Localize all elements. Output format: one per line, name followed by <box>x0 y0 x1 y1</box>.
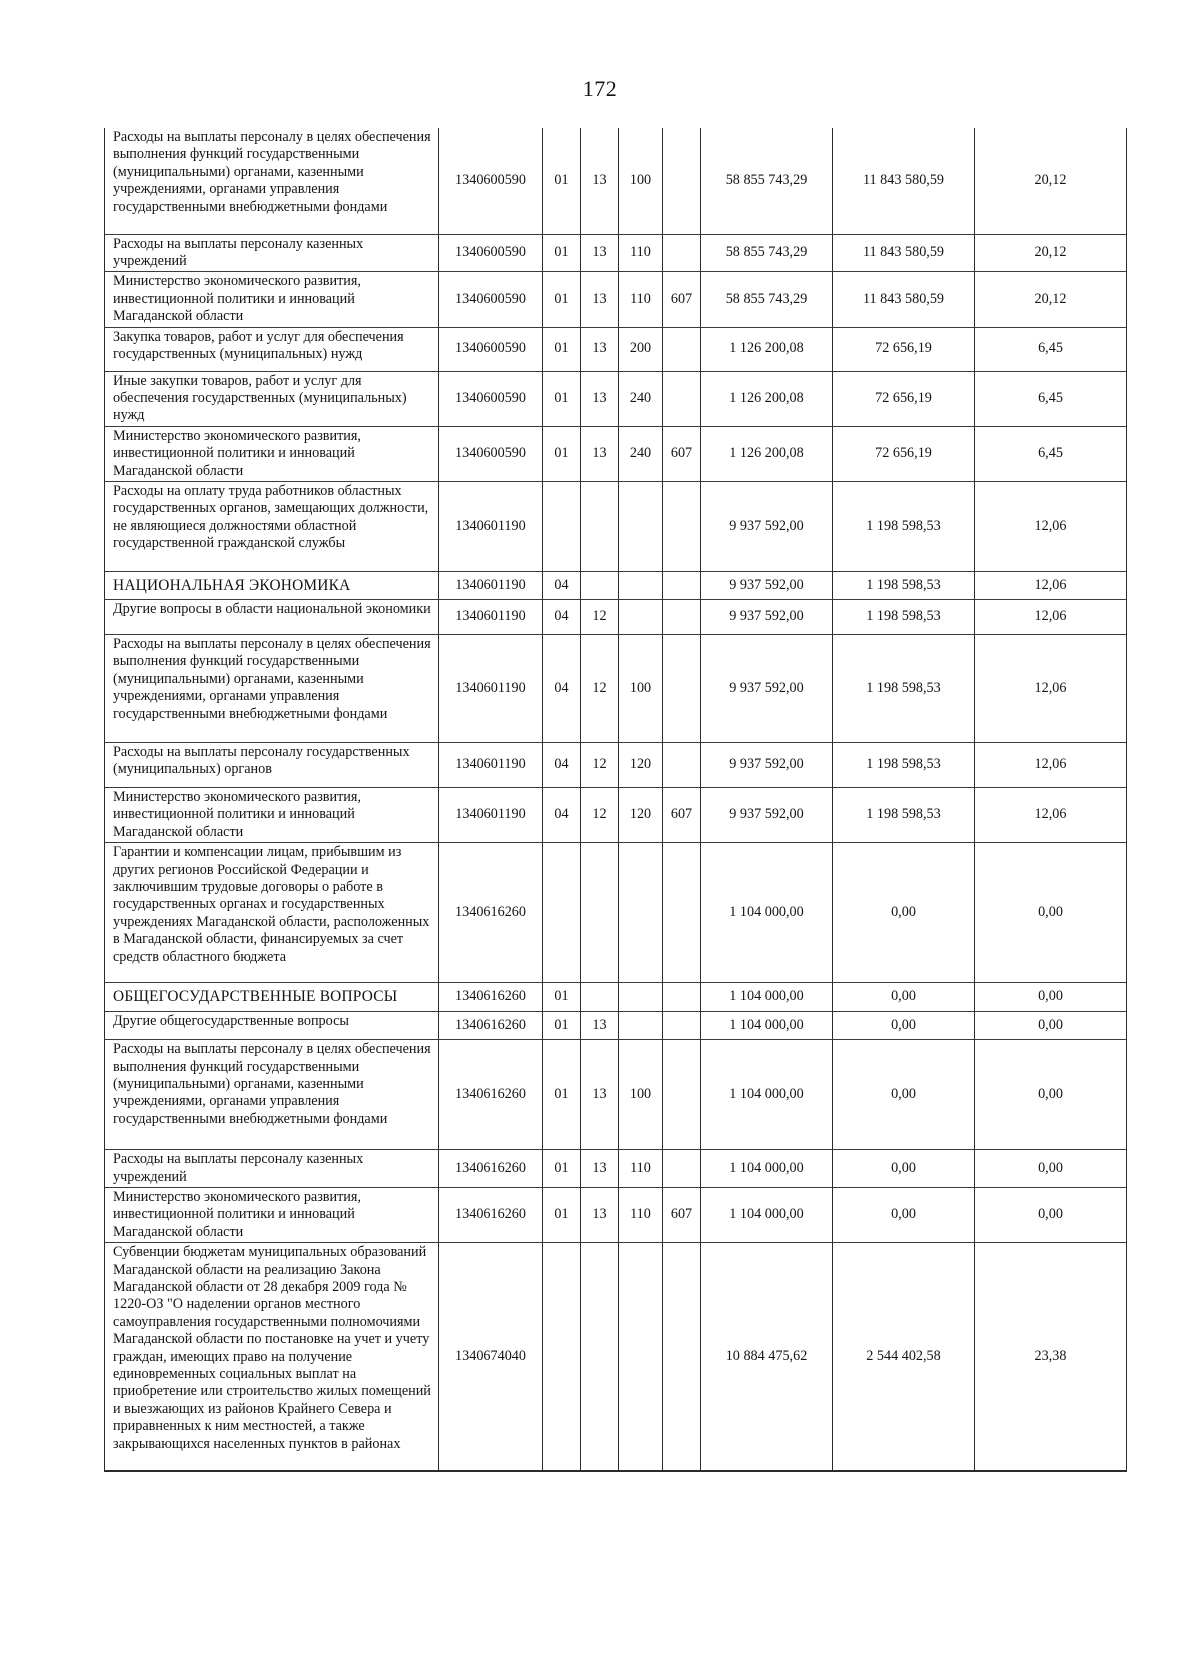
cell-executed-amount: 2 544 402,58 <box>833 1243 975 1471</box>
cell-executed-amount: 72 656,19 <box>833 371 975 426</box>
cell-execution-percent: 20,12 <box>975 128 1127 234</box>
cell-expense-type: 120 <box>619 787 663 842</box>
cell-target-article: 1340600590 <box>439 426 543 481</box>
cell-executed-amount: 11 843 580,59 <box>833 234 975 272</box>
cell-executed-amount: 1 198 598,53 <box>833 599 975 634</box>
cell-name: Расходы на выплаты персоналу в целях обеспечения выполнения функций государственными (муниципальными) органами, казенными учреждениями, органами управления государственными внебюджетными фондами <box>105 634 439 742</box>
cell-name: ОБЩЕГОСУДАРСТВЕННЫЕ ВОПРОСЫ <box>105 983 439 1012</box>
cell-planned-amount: 9 937 592,00 <box>701 634 833 742</box>
cell-name: Расходы на выплаты персоналу в целях обеспечения выполнения функций государственными (муниципальными) органами, казенными учреждениями, органами управления государственными внебюджетными фондами <box>105 1040 439 1150</box>
cell-subsection: 13 <box>581 426 619 481</box>
cell-name: НАЦИОНАЛЬНАЯ ЭКОНОМИКА <box>105 571 439 599</box>
cell-chief-administrator <box>663 327 701 371</box>
cell-execution-percent: 0,00 <box>975 1188 1127 1243</box>
cell-execution-percent: 12,06 <box>975 571 1127 599</box>
cell-chief-administrator: 607 <box>663 426 701 481</box>
cell-target-article: 1340601190 <box>439 599 543 634</box>
cell-section: 01 <box>543 272 581 327</box>
cell-executed-amount: 0,00 <box>833 1150 975 1188</box>
table-row <box>105 599 1127 634</box>
table-row <box>105 481 1127 571</box>
cell-subsection: 13 <box>581 1012 619 1040</box>
cell-expense-type <box>619 843 663 983</box>
cell-planned-amount: 10 884 475,62 <box>701 1243 833 1471</box>
cell-expense-type: 240 <box>619 371 663 426</box>
cell-execution-percent: 0,00 <box>975 1040 1127 1150</box>
cell-executed-amount: 11 843 580,59 <box>833 272 975 327</box>
cell-execution-percent: 6,45 <box>975 426 1127 481</box>
cell-subsection: 13 <box>581 371 619 426</box>
cell-chief-administrator <box>663 234 701 272</box>
cell-execution-percent: 12,06 <box>975 599 1127 634</box>
cell-target-article: 1340616260 <box>439 1012 543 1040</box>
table-row <box>105 1243 1127 1471</box>
cell-planned-amount: 9 937 592,00 <box>701 787 833 842</box>
cell-name: Расходы на выплаты персоналу в целях обеспечения выполнения функций государственными (муниципальными) органами, казенными учреждениями, органами управления государственными внебюджетными фондами <box>105 128 439 234</box>
cell-subsection: 13 <box>581 272 619 327</box>
cell-planned-amount: 58 855 743,29 <box>701 128 833 234</box>
cell-target-article: 1340616260 <box>439 983 543 1012</box>
table-row <box>105 983 1127 1012</box>
cell-subsection: 13 <box>581 1040 619 1150</box>
cell-target-article: 1340616260 <box>439 1150 543 1188</box>
cell-section: 01 <box>543 128 581 234</box>
cell-target-article: 1340616260 <box>439 843 543 983</box>
cell-planned-amount: 1 104 000,00 <box>701 1150 833 1188</box>
cell-execution-percent: 0,00 <box>975 843 1127 983</box>
cell-planned-amount: 1 126 200,08 <box>701 426 833 481</box>
cell-section: 01 <box>543 234 581 272</box>
cell-chief-administrator <box>663 1040 701 1150</box>
cell-executed-amount: 1 198 598,53 <box>833 742 975 787</box>
cell-name: Расходы на выплаты персоналу государственных (муниципальных) органов <box>105 742 439 787</box>
cell-target-article: 1340674040 <box>439 1243 543 1471</box>
cell-expense-type: 110 <box>619 234 663 272</box>
cell-name: Другие общегосударственные вопросы <box>105 1012 439 1040</box>
cell-expense-type: 120 <box>619 742 663 787</box>
cell-planned-amount: 1 104 000,00 <box>701 1012 833 1040</box>
cell-chief-administrator <box>663 742 701 787</box>
cell-section <box>543 843 581 983</box>
cell-executed-amount: 1 198 598,53 <box>833 481 975 571</box>
cell-chief-administrator: 607 <box>663 1188 701 1243</box>
table-row <box>105 787 1127 842</box>
cell-target-article: 1340601190 <box>439 787 543 842</box>
cell-expense-type: 200 <box>619 327 663 371</box>
cell-name: Расходы на выплаты персоналу казенных учреждений <box>105 1150 439 1188</box>
cell-target-article: 1340601190 <box>439 481 543 571</box>
cell-target-article: 1340600590 <box>439 371 543 426</box>
cell-target-article: 1340600590 <box>439 327 543 371</box>
cell-subsection: 12 <box>581 634 619 742</box>
table-row <box>105 371 1127 426</box>
cell-expense-type <box>619 983 663 1012</box>
cell-executed-amount: 1 198 598,53 <box>833 787 975 842</box>
cell-section: 01 <box>543 1040 581 1150</box>
table-row <box>105 742 1127 787</box>
cell-subsection <box>581 481 619 571</box>
cell-name: Гарантии и компенсации лицам, прибывшим из других регионов Российской Федерации и заключившим трудовые договоры о работе в государственных органах и государственных учреждениях Магаданской области, расположенных в Магаданской области, финансируемых за счет средств областного бюджета <box>105 843 439 983</box>
cell-expense-type: 100 <box>619 128 663 234</box>
budget-table <box>104 128 1127 1472</box>
cell-section: 01 <box>543 1012 581 1040</box>
cell-execution-percent: 12,06 <box>975 742 1127 787</box>
cell-planned-amount: 1 104 000,00 <box>701 843 833 983</box>
cell-section: 01 <box>543 1188 581 1243</box>
table-row <box>105 1188 1127 1243</box>
cell-execution-percent: 0,00 <box>975 983 1127 1012</box>
cell-executed-amount: 0,00 <box>833 1012 975 1040</box>
cell-executed-amount: 1 198 598,53 <box>833 571 975 599</box>
cell-chief-administrator <box>663 843 701 983</box>
cell-subsection <box>581 983 619 1012</box>
cell-executed-amount: 0,00 <box>833 983 975 1012</box>
cell-chief-administrator <box>663 983 701 1012</box>
cell-target-article: 1340616260 <box>439 1188 543 1243</box>
cell-expense-type <box>619 481 663 571</box>
cell-subsection: 13 <box>581 128 619 234</box>
cell-executed-amount: 11 843 580,59 <box>833 128 975 234</box>
cell-expense-type: 100 <box>619 1040 663 1150</box>
cell-planned-amount: 9 937 592,00 <box>701 481 833 571</box>
cell-section: 01 <box>543 371 581 426</box>
cell-subsection: 12 <box>581 787 619 842</box>
table-row <box>105 1040 1127 1150</box>
cell-subsection: 13 <box>581 1150 619 1188</box>
cell-subsection: 12 <box>581 742 619 787</box>
table-row <box>105 128 1127 234</box>
cell-name: Министерство экономического развития, инвестиционной политики и инноваций Магаданской области <box>105 787 439 842</box>
cell-target-article: 1340601190 <box>439 571 543 599</box>
cell-planned-amount: 58 855 743,29 <box>701 234 833 272</box>
cell-subsection: 13 <box>581 1188 619 1243</box>
cell-section: 04 <box>543 742 581 787</box>
cell-executed-amount: 72 656,19 <box>833 426 975 481</box>
table-row <box>105 1150 1127 1188</box>
cell-chief-administrator <box>663 634 701 742</box>
cell-section: 01 <box>543 1150 581 1188</box>
cell-execution-percent: 20,12 <box>975 272 1127 327</box>
cell-execution-percent: 6,45 <box>975 371 1127 426</box>
cell-section: 04 <box>543 634 581 742</box>
cell-expense-type <box>619 1243 663 1471</box>
cell-planned-amount: 1 126 200,08 <box>701 371 833 426</box>
cell-chief-administrator <box>663 599 701 634</box>
cell-subsection: 13 <box>581 327 619 371</box>
table-row <box>105 327 1127 371</box>
cell-target-article: 1340600590 <box>439 128 543 234</box>
table-row <box>105 1012 1127 1040</box>
cell-name: Министерство экономического развития, инвестиционной политики и инноваций Магаданской области <box>105 426 439 481</box>
cell-subsection <box>581 843 619 983</box>
table-row <box>105 571 1127 599</box>
cell-subsection: 12 <box>581 599 619 634</box>
cell-subsection <box>581 571 619 599</box>
cell-planned-amount: 9 937 592,00 <box>701 599 833 634</box>
cell-chief-administrator <box>663 1243 701 1471</box>
table-row <box>105 272 1127 327</box>
cell-name: Другие вопросы в области национальной экономики <box>105 599 439 634</box>
cell-execution-percent: 12,06 <box>975 787 1127 842</box>
cell-expense-type: 110 <box>619 1188 663 1243</box>
cell-expense-type: 110 <box>619 1150 663 1188</box>
cell-subsection <box>581 1243 619 1471</box>
cell-planned-amount: 58 855 743,29 <box>701 272 833 327</box>
cell-name: Министерство экономического развития, инвестиционной политики и инноваций Магаданской области <box>105 272 439 327</box>
cell-chief-administrator <box>663 571 701 599</box>
cell-planned-amount: 1 126 200,08 <box>701 327 833 371</box>
cell-target-article: 1340600590 <box>439 272 543 327</box>
cell-name: Закупка товаров, работ и услуг для обеспечения государственных (муниципальных) нужд <box>105 327 439 371</box>
cell-executed-amount: 0,00 <box>833 1188 975 1243</box>
cell-expense-type: 240 <box>619 426 663 481</box>
cell-section <box>543 1243 581 1471</box>
cell-target-article: 1340601190 <box>439 634 543 742</box>
cell-planned-amount: 9 937 592,00 <box>701 571 833 599</box>
table-row <box>105 634 1127 742</box>
cell-section: 04 <box>543 599 581 634</box>
cell-section: 01 <box>543 426 581 481</box>
cell-section <box>543 481 581 571</box>
cell-planned-amount: 9 937 592,00 <box>701 742 833 787</box>
table-row <box>105 234 1127 272</box>
page-number: 172 <box>582 76 618 101</box>
cell-execution-percent: 12,06 <box>975 634 1127 742</box>
table-row <box>105 843 1127 983</box>
cell-name: Расходы на выплаты персоналу казенных учреждений <box>105 234 439 272</box>
cell-name: Иные закупки товаров, работ и услуг для обеспечения государственных (муниципальных) нужд <box>105 371 439 426</box>
cell-planned-amount: 1 104 000,00 <box>701 1188 833 1243</box>
cell-chief-administrator <box>663 1012 701 1040</box>
cell-expense-type: 110 <box>619 272 663 327</box>
cell-execution-percent: 23,38 <box>975 1243 1127 1471</box>
cell-planned-amount: 1 104 000,00 <box>701 983 833 1012</box>
cell-name: Расходы на оплату труда работников областных государственных органов, замещающих должности, не являющиеся должностями областной государственной гражданской службы <box>105 481 439 571</box>
cell-name: Министерство экономического развития, инвестиционной политики и инноваций Магаданской области <box>105 1188 439 1243</box>
cell-chief-administrator <box>663 481 701 571</box>
cell-execution-percent: 0,00 <box>975 1012 1127 1040</box>
cell-target-article: 1340616260 <box>439 1040 543 1150</box>
cell-planned-amount: 1 104 000,00 <box>701 1040 833 1150</box>
cell-section: 01 <box>543 983 581 1012</box>
cell-chief-administrator <box>663 128 701 234</box>
cell-chief-administrator <box>663 1150 701 1188</box>
cell-expense-type <box>619 571 663 599</box>
cell-expense-type <box>619 599 663 634</box>
cell-chief-administrator <box>663 371 701 426</box>
cell-execution-percent: 20,12 <box>975 234 1127 272</box>
cell-expense-type: 100 <box>619 634 663 742</box>
cell-name: Субвенции бюджетам муниципальных образований Магаданской области на реализацию Закона Магаданской области от 28 декабря 2009 года № 1220-ОЗ "О наделении органов местного самоуправления государственными полномочиями Магаданской области по постановке на учет и учету граждан, имеющих право на получение единовременных социальных выплат на приобретение или строительство жилых помещений и выезжающих из районов Крайнего Севера и приравненных к ним местностей, а также закрывающихся населенных пунктов в районах <box>105 1243 439 1471</box>
cell-expense-type <box>619 1012 663 1040</box>
cell-section: 04 <box>543 787 581 842</box>
cell-executed-amount: 72 656,19 <box>833 327 975 371</box>
cell-execution-percent: 0,00 <box>975 1150 1127 1188</box>
cell-chief-administrator: 607 <box>663 272 701 327</box>
cell-execution-percent: 6,45 <box>975 327 1127 371</box>
table-row <box>105 426 1127 481</box>
cell-section: 04 <box>543 571 581 599</box>
cell-executed-amount: 0,00 <box>833 1040 975 1150</box>
cell-execution-percent: 12,06 <box>975 481 1127 571</box>
cell-chief-administrator: 607 <box>663 787 701 842</box>
cell-target-article: 1340601190 <box>439 742 543 787</box>
cell-section: 01 <box>543 327 581 371</box>
cell-executed-amount: 0,00 <box>833 843 975 983</box>
cell-subsection: 13 <box>581 234 619 272</box>
cell-target-article: 1340600590 <box>439 234 543 272</box>
cell-executed-amount: 1 198 598,53 <box>833 634 975 742</box>
